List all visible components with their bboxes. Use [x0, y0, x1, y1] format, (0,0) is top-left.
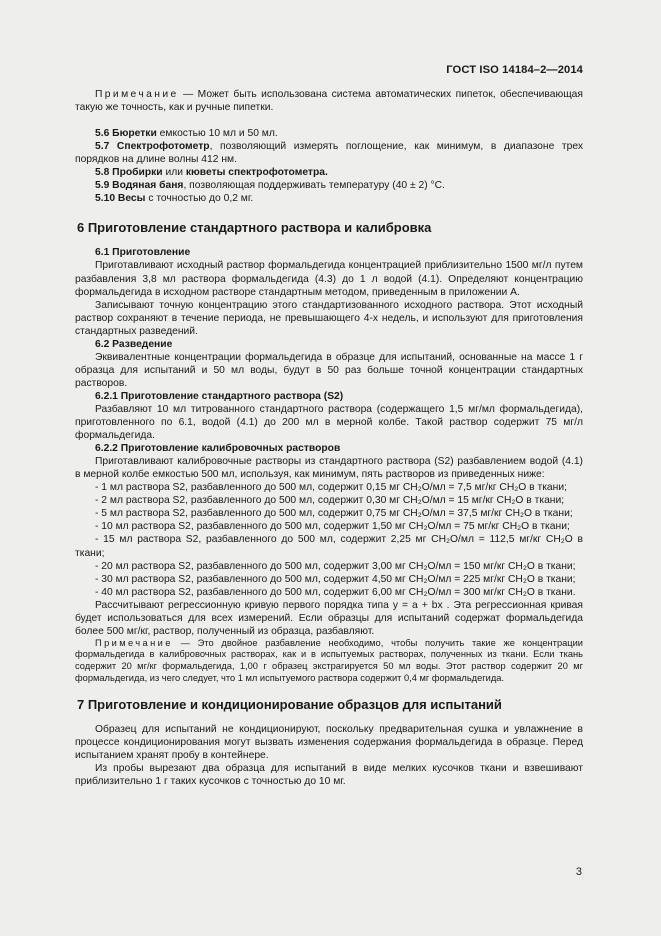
item-5-9 — [75, 179, 583, 192]
calibration-list — [75, 481, 583, 598]
page-number: 3 — [575, 866, 582, 878]
page-header: ГОСТ ISO 14184–2—2014 — [446, 64, 583, 76]
section-6-heading: 6 Приготовление стандартного раствора и калибровка — [77, 220, 432, 236]
item-5-10 — [75, 192, 583, 205]
item-5-8-label-a: 5.8 Пробирки — [95, 167, 163, 179]
item-5-6-text: емкостью 10 мл и 50 мл. — [156, 128, 278, 140]
item-5-8-label-b: кюветы спектрофотометра. — [185, 167, 328, 179]
note-2-text: — Это двойное разбавление необходимо, чтобы получить такие же концентрации формальдегида в калибровочных растворах, как и в испытуемых растворах, полученных из ткани. Если ткань содержит 20 мг/кг формальдегида, 1,00 г образец экстрагируется 50 мл воды. Этот раствор содержит 20 мг формальдегида, из чего следует, что 1 мл испытуемого раствора содержит 0,4 мг формальдегида. — [75, 637, 583, 683]
item-5-6 — [75, 127, 583, 140]
subsection-6-2-title: 6.2 Разведение — [95, 338, 173, 350]
s7-paragraph-2: Из пробы вырезают два образца для испытаний в виде мелких кусочков ткани и взвешивают приблизительно 1 г таких кусочков с точностью до 10 мг. — [75, 763, 583, 788]
item-5-6-label: 5.6 Бюретки — [95, 128, 157, 140]
list-item: - 30 мл раствора S2, разбавленного до 500 мл, содержит 4,50 мг CH₂O/мл = 225 мг/кг CH₂O в ткани; — [95, 573, 576, 585]
s61-paragraph-1: Приготавливают исходный раствор формальдегида концентрацией приблизительно 1500 мг/л путем разбавления 3,8 мл раствора формальдегида (4.3) до 1 л водой (4.1). Определяют концентрацию формальдегида в исходном растворе стандартным методом, приведенным в приложении А. — [75, 260, 583, 298]
subsection-6-1-title: 6.1 Приготовление — [95, 247, 191, 259]
note-2-label: Примечание — [95, 637, 173, 648]
list-item: - 2 мл раствора S2, разбавленного до 500 мл, содержит 0,30 мг CH₂O/мл = 15 мг/кг CH₂O в ткани; — [95, 495, 565, 507]
list-item: - 40 мл раствора S2, разбавленного до 500 мл, содержит 6,00 мг CH₂O/мл = 300 мг/кг CH₂O в ткани. — [95, 586, 576, 598]
subsection-6-2-1-title: 6.2.1 Приготовление стандартного раствора (S2) — [95, 390, 344, 402]
item-5-7-label: 5.7 Спектрофотометр — [95, 141, 210, 153]
item-5-9-label: 5.9 Водяная баня — [95, 180, 184, 192]
regression-paragraph: Рассчитывают регрессионную кривую первого порядка типа y = a + bx . Эта регрессионная кривая будет использоваться для всех измерений. Если образцы для испытаний содержат формальдегида более 500 мг/кг, раствор, полученный из образца, разбавляют. — [75, 599, 583, 637]
subsection-6-2-2-title: 6.2.2 Приготовление калибровочных растворов — [95, 443, 341, 455]
item-5-7-text: , позволяющий измерять поглощение, как минимум, в диапазоне трех порядков на длине волны 412 нм. — [75, 141, 584, 166]
s621-paragraph-1: Разбавляют 10 мл титрованного стандартного раствора (содержащего 1,5 мг/мл формальдегида), приготовленного по 6.1, водой (4.1) до 200 мл в мерной колбе. Такой раствор содержит 75 мг/л формальдегида. — [75, 403, 583, 442]
list-item: - 20 мл раствора S2, разбавленного до 500 мл, содержит 3,00 мг CH₂O/мл = 150 мг/кг CH₂O в ткани; — [95, 560, 576, 572]
item-5-10-label: 5.10 Весы — [95, 193, 146, 205]
list-item: - 5 мл раствора S2, разбавленного до 500 мл, содержит 0,75 мг CH₂O/мл = 37,5 мг/кг CH₂O в ткани; — [95, 508, 573, 520]
s622-paragraph-1: Приготавливают калибровочные растворы из стандартного раствора (S2) разбавлением водой (4.1) в мерной колбе емкостью 500 мл, используя, как минимум, пять растворов из приведенных ниже: — [75, 456, 583, 481]
s62-paragraph-1: Эквивалентные концентрации формальдегида в образце для испытаний, основанные на массе 1 г образца для испытаний и 50 мл воды, будут в 50 раз больше точной концентрации стандартных растворов. — [75, 351, 583, 389]
note-1-label: Примечание — [95, 89, 179, 100]
s61-paragraph-2: Записывают точную концентрацию этого стандартизованного исходного раствора. Этот исходный раствор сохраняют в течение периода, не превышающего 4-х недель, и используют для приготовления стандартных разведений. — [75, 299, 583, 337]
note-1-text: — Может быть использована система автоматических пипеток, обеспечивающая такую же точность, как и ручные пипетки. — [75, 89, 583, 114]
item-5-10-text: с точностью до 0,2 мг. — [145, 193, 254, 205]
s7-paragraph-1: Образец для испытаний не кондиционируют, поскольку предварительная сушка и увлажнение в процессе кондиционирования могут вызвать изменения содержания формальдегида в образце. Перед испытанием хранят пробу в контейнере. — [75, 724, 583, 762]
item-5-8 — [75, 166, 583, 179]
item-5-7 — [75, 140, 583, 166]
list-item: - 15 мл раствора S2, разбавленного до 500 мл, содержит 2,25 мг CH₂O/мл = 112,5 мг/кг CH₂O в ткани; — [75, 534, 583, 559]
page-content — [75, 88, 583, 788]
item-5-8-or: или — [162, 167, 186, 179]
note-1 — [75, 88, 583, 114]
item-5-9-text: , позволяющая поддерживать температуру (40 ± 2) °С. — [183, 180, 445, 192]
list-item: - 10 мл раствора S2, разбавленного до 500 мл, содержит 1,50 мг CH₂O/мл = 75 мг/кг CH₂O в ткани; — [95, 521, 570, 533]
note-2 — [75, 638, 583, 684]
section-7-heading: 7 Приготовление и кондиционирование образцов для испытаний — [77, 697, 502, 713]
list-item: - 1 мл раствора S2, разбавленного до 500 мл, содержит 0,15 мг CH₂O/мл = 7,5 мг/кг CH₂O в ткани; — [95, 482, 567, 494]
